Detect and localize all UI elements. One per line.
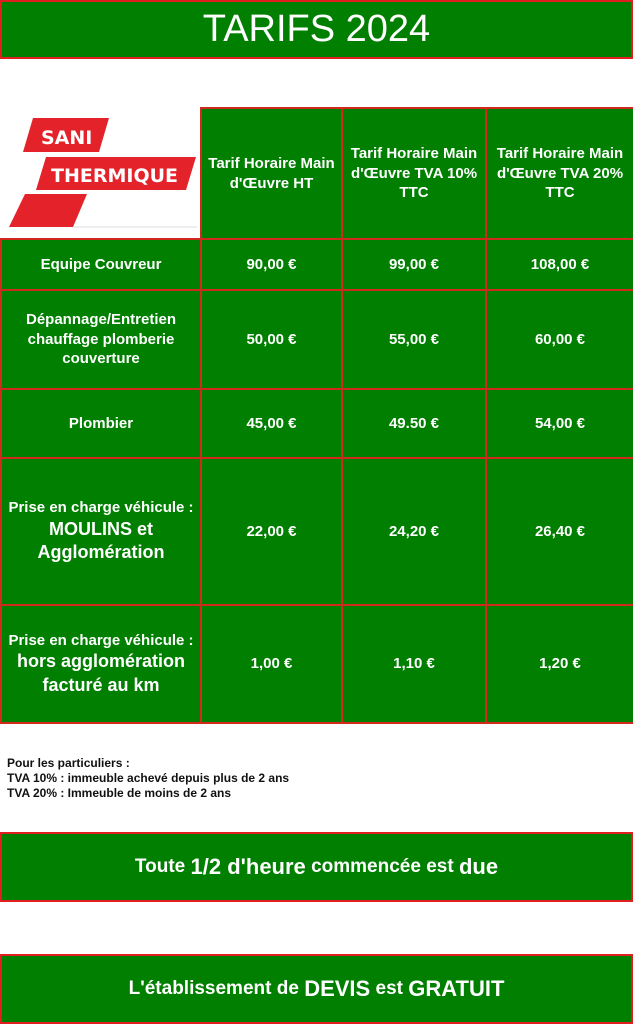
banner-text: Toute — [134, 856, 191, 877]
table-row — [1, 239, 633, 290]
table-row — [1, 290, 633, 389]
price-tva20: 54,00 € — [486, 389, 633, 458]
price-tva20: 108,00 € — [486, 239, 633, 290]
banner-emphasis: DEVIS — [304, 976, 371, 1001]
header-tva10: Tarif Horaire Main d'Œuvre TVA 10% TTC — [342, 108, 486, 239]
row-label-emphasis: MOULINS et Agglomération — [37, 518, 165, 563]
note-line: TVA 20% : Immeuble de moins de 2 ans — [7, 786, 232, 800]
table-row — [1, 458, 633, 605]
price-tva20: 60,00 € — [486, 290, 633, 389]
price-tva20: 1,20 € — [486, 605, 633, 723]
banner-text: L'établissement de — [128, 978, 305, 999]
price-tva10: 24,20 € — [342, 458, 486, 605]
header-ht: Tarif Horaire Main d'Œuvre HT — [201, 108, 342, 239]
sani-thermique-logo — [3, 110, 199, 230]
price-ht: 50,00 € — [201, 290, 342, 389]
banner-emphasis: 1/2 d'heure — [190, 854, 306, 879]
logo — [1, 108, 201, 239]
table-row — [1, 605, 633, 723]
row-label-part: Prise en charge véhicule : — [8, 631, 194, 649]
price-table — [0, 107, 633, 724]
note-line: Pour les particuliers : — [7, 756, 130, 770]
price-tva10: 49.50 € — [342, 389, 486, 458]
row-label: Dépannage/Entretien chauffage plomberie couverture — [1, 290, 201, 389]
price-ht: 90,00 € — [201, 239, 342, 290]
row-label-emphasis: hors agglomération facturé au km — [16, 651, 186, 695]
price-ht: 22,00 € — [201, 458, 342, 605]
row-label — [1, 458, 201, 605]
vat-notes — [7, 756, 289, 801]
banner-emphasis: GRATUIT — [408, 976, 505, 1001]
price-ht: 1,00 € — [201, 605, 342, 723]
price-tva10: 1,10 € — [342, 605, 486, 723]
note-line: TVA 10% : immeuble achevé depuis plus de 2 ans — [7, 771, 290, 785]
logo-text-thermique: THERMIQUE — [50, 165, 178, 188]
price-ht: 45,00 € — [201, 389, 342, 458]
free-quote-banner — [0, 954, 633, 1024]
logo-text-sani: SANI — [40, 127, 92, 150]
header-tva20: Tarif Horaire Main d'Œuvre TVA 20% TTC — [486, 108, 633, 239]
price-tva10: 55,00 € — [342, 290, 486, 389]
price-tva10: 99,00 € — [342, 239, 486, 290]
row-label: Equipe Couvreur — [1, 239, 201, 290]
banner-emphasis: due — [458, 854, 499, 879]
row-label — [1, 605, 201, 723]
banner-text: est — [370, 978, 409, 999]
half-hour-banner — [0, 832, 633, 902]
row-label-part: Prise en charge véhicule : — [8, 499, 194, 517]
table-row — [1, 389, 633, 458]
price-tva20: 26,40 € — [486, 458, 633, 605]
page-title: TARIFS 2024 — [0, 0, 633, 59]
banner-text: commencée est — [305, 856, 459, 877]
row-label: Plombier — [1, 389, 201, 458]
